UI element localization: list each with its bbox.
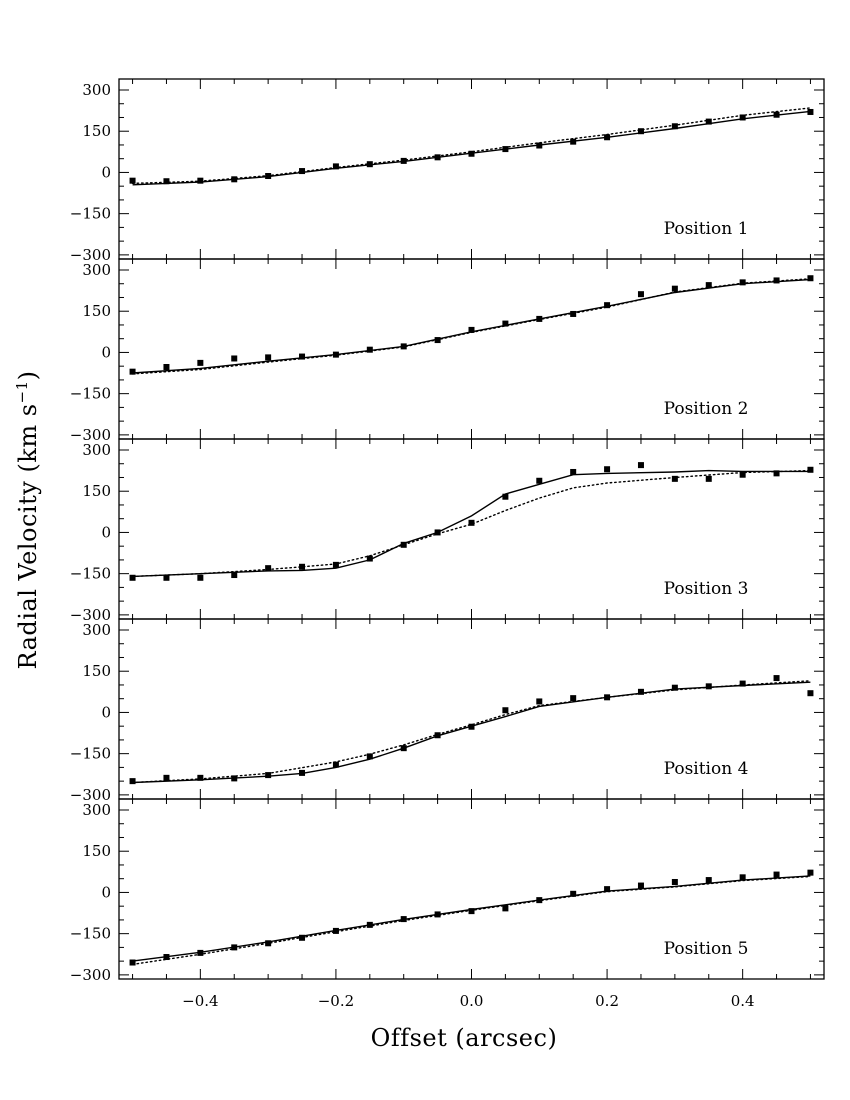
data-point xyxy=(265,940,271,946)
data-point xyxy=(536,698,542,704)
data-point xyxy=(706,877,712,883)
data-point xyxy=(774,277,780,283)
data-point xyxy=(502,905,508,911)
data-point xyxy=(299,168,305,174)
data-point xyxy=(807,275,813,281)
data-point xyxy=(130,575,136,581)
data-point xyxy=(774,112,780,118)
data-point xyxy=(536,478,542,484)
data-point xyxy=(604,694,610,700)
y-tick-label: 300 xyxy=(82,80,111,99)
data-point xyxy=(130,178,136,184)
x-tick-label: 0.0 xyxy=(459,992,484,1010)
data-point xyxy=(367,753,373,759)
data-point xyxy=(197,950,203,956)
data-point xyxy=(435,911,441,917)
data-point xyxy=(333,762,339,768)
data-point xyxy=(807,870,813,876)
x-axis-title: Offset (arcsec) xyxy=(370,1024,558,1052)
data-point xyxy=(435,529,441,535)
y-tick-label: 150 xyxy=(82,842,111,861)
y-tick-label: 300 xyxy=(82,440,111,459)
data-point xyxy=(367,556,373,562)
panel-5 xyxy=(70,799,824,984)
data-point xyxy=(435,732,441,738)
y-tick-label: 150 xyxy=(82,302,111,321)
data-point xyxy=(740,874,746,880)
data-point xyxy=(706,282,712,288)
panel-2 xyxy=(70,259,824,444)
data-point xyxy=(265,565,271,571)
data-point xyxy=(604,134,610,140)
data-point xyxy=(130,369,136,375)
data-point xyxy=(638,883,644,889)
data-point xyxy=(740,114,746,120)
x-tick-label: 0.2 xyxy=(595,992,620,1010)
data-point xyxy=(231,176,237,182)
y-tick-label: 0 xyxy=(101,343,111,362)
panel-1 xyxy=(70,79,824,264)
panel-4 xyxy=(70,619,824,804)
y-tick-label: −150 xyxy=(69,564,111,583)
y-tick-label: 300 xyxy=(82,260,111,279)
data-point xyxy=(401,916,407,922)
data-point xyxy=(706,683,712,689)
data-point xyxy=(672,286,678,292)
data-point xyxy=(163,364,169,370)
x-tick-label: −0.4 xyxy=(182,992,219,1010)
y-tick-label: −300 xyxy=(69,785,111,804)
data-point xyxy=(570,695,576,701)
data-point xyxy=(231,355,237,361)
data-point xyxy=(502,321,508,327)
data-point xyxy=(401,343,407,349)
data-point xyxy=(502,707,508,713)
data-point xyxy=(502,494,508,500)
data-point xyxy=(367,347,373,353)
data-point xyxy=(299,770,305,776)
data-point xyxy=(265,772,271,778)
data-point xyxy=(197,360,203,366)
data-point xyxy=(299,564,305,570)
y-axis-title-exponent: −1 xyxy=(13,380,31,404)
data-point xyxy=(469,908,475,914)
data-point xyxy=(570,469,576,475)
data-point xyxy=(469,327,475,333)
data-point xyxy=(197,178,203,184)
x-tick-label: 0.4 xyxy=(730,992,755,1010)
panel-label: Position 1 xyxy=(663,219,749,239)
y-axis-title-close: ) xyxy=(14,370,42,381)
data-point xyxy=(197,775,203,781)
y-tick-label: 150 xyxy=(82,662,111,681)
data-point xyxy=(740,472,746,478)
data-point xyxy=(706,476,712,482)
panel-label: Position 3 xyxy=(663,579,749,599)
y-tick-label: −300 xyxy=(69,245,111,264)
data-point xyxy=(604,466,610,472)
y-tick-label: 0 xyxy=(101,523,111,542)
y-tick-label: −150 xyxy=(69,204,111,223)
y-tick-label: 300 xyxy=(82,800,111,819)
data-point xyxy=(299,935,305,941)
data-point xyxy=(604,302,610,308)
y-tick-label: 0 xyxy=(101,703,111,722)
data-point xyxy=(502,146,508,152)
y-tick-label: −150 xyxy=(69,744,111,763)
data-point xyxy=(536,143,542,149)
data-point xyxy=(401,542,407,548)
y-tick-label: 300 xyxy=(82,620,111,639)
data-point xyxy=(231,572,237,578)
data-point xyxy=(469,724,475,730)
data-point xyxy=(570,311,576,317)
data-point xyxy=(638,291,644,297)
data-point xyxy=(638,462,644,468)
data-point xyxy=(435,337,441,343)
data-point xyxy=(672,685,678,691)
data-point xyxy=(570,139,576,145)
x-tick-label: −0.2 xyxy=(317,992,355,1010)
data-point xyxy=(774,470,780,476)
data-point xyxy=(740,279,746,285)
data-point xyxy=(163,178,169,184)
y-tick-label: 150 xyxy=(82,122,111,141)
data-point xyxy=(197,575,203,581)
data-point xyxy=(536,897,542,903)
data-point xyxy=(774,872,780,878)
y-axis-title-main: Radial Velocity (km s xyxy=(14,403,42,670)
data-point xyxy=(672,476,678,482)
data-point xyxy=(367,161,373,167)
data-point xyxy=(401,158,407,164)
data-point xyxy=(299,354,305,360)
data-point xyxy=(367,922,373,928)
data-point xyxy=(604,886,610,892)
data-point xyxy=(469,151,475,157)
data-point xyxy=(130,960,136,966)
data-point xyxy=(163,775,169,781)
data-point xyxy=(570,891,576,897)
data-point xyxy=(536,316,542,322)
y-tick-label: 150 xyxy=(82,482,111,501)
data-point xyxy=(231,944,237,950)
data-point xyxy=(807,109,813,115)
y-tick-label: −300 xyxy=(69,965,111,984)
y-tick-label: −150 xyxy=(69,924,111,943)
panel-3 xyxy=(70,439,824,624)
panel-label: Position 4 xyxy=(663,759,749,779)
data-point xyxy=(706,119,712,125)
y-tick-label: 0 xyxy=(101,163,111,182)
y-tick-label: −300 xyxy=(69,605,111,624)
data-point xyxy=(265,354,271,360)
panel-label: Position 5 xyxy=(663,939,749,959)
data-point xyxy=(231,775,237,781)
data-point xyxy=(672,879,678,885)
data-point xyxy=(265,173,271,179)
data-point xyxy=(774,675,780,681)
data-point xyxy=(672,123,678,129)
data-point xyxy=(638,689,644,695)
data-point xyxy=(740,681,746,687)
data-point xyxy=(401,745,407,751)
data-point xyxy=(333,163,339,169)
data-point xyxy=(469,520,475,526)
data-point xyxy=(807,690,813,696)
panels-layer xyxy=(70,79,824,1010)
data-point xyxy=(333,562,339,568)
data-point xyxy=(333,928,339,934)
data-point xyxy=(333,352,339,358)
panel-label: Position 2 xyxy=(663,399,749,419)
data-point xyxy=(130,778,136,784)
data-point xyxy=(435,154,441,160)
data-point xyxy=(163,954,169,960)
y-tick-label: 0 xyxy=(101,883,111,902)
data-point xyxy=(163,575,169,581)
y-axis-title xyxy=(13,370,42,669)
y-tick-label: −150 xyxy=(69,384,111,403)
data-point xyxy=(807,467,813,473)
y-tick-label: −300 xyxy=(69,425,111,444)
data-point xyxy=(638,128,644,134)
